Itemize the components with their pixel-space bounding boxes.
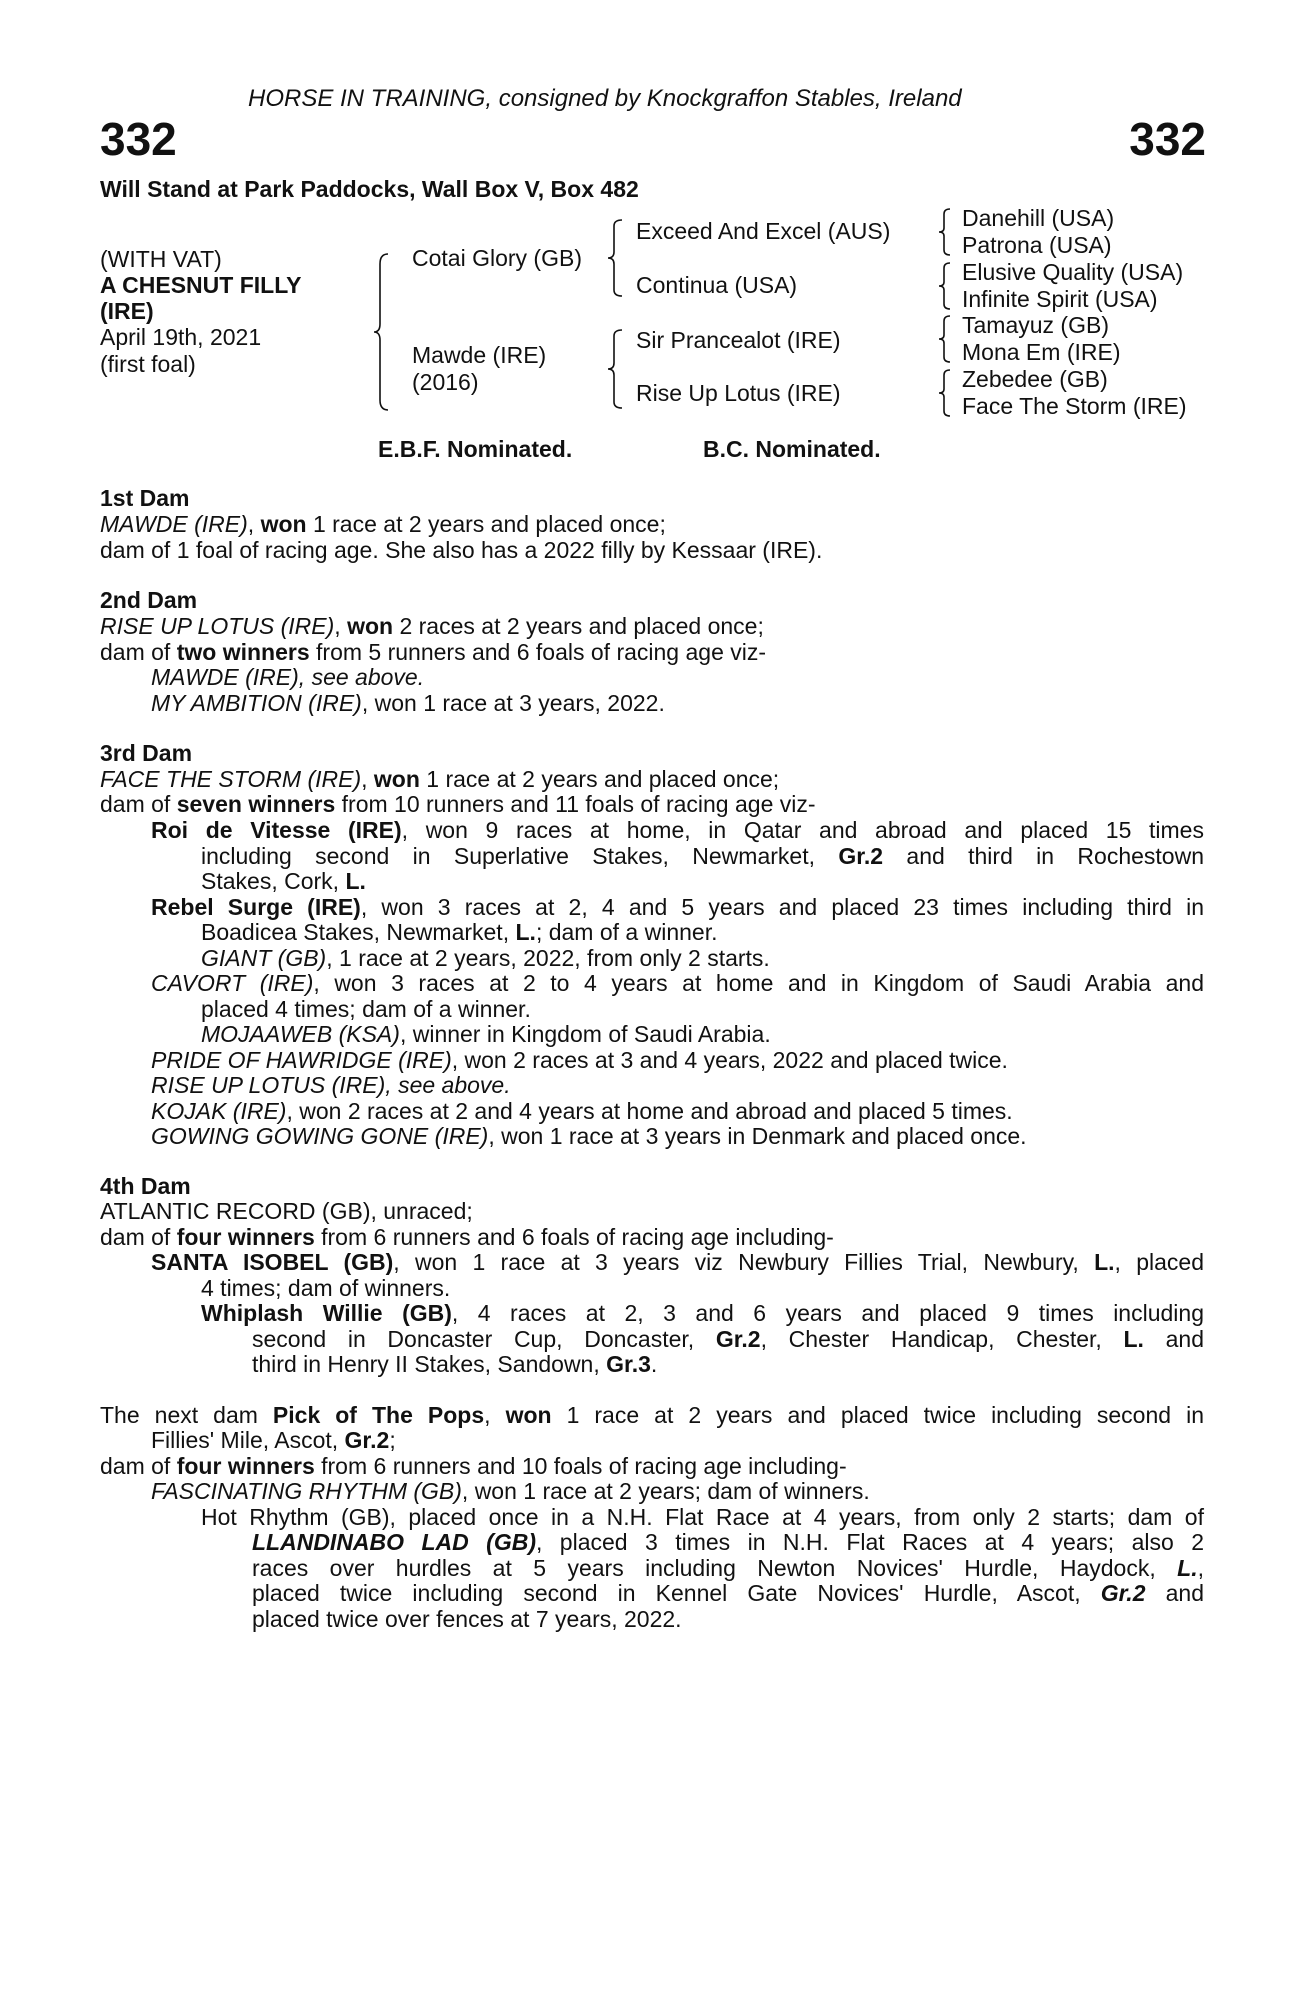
third-dam-line-2: dam of seven winners from 10 runners and 11 foals of racing age viz- [100, 791, 816, 817]
pedigree-brace-dam [606, 328, 626, 410]
great-granddam-2: Patrona (USA) [962, 232, 1112, 258]
sire: Cotai Glory (GB) [412, 245, 582, 271]
dam-sire: Sir Prancealot (IRE) [636, 327, 841, 353]
gowing-gowing-gone-line: GOWING GOWING GONE (IRE), won 1 race at 3 years in Denmark and placed once. [151, 1123, 1027, 1149]
pride-of-hawridge-line: PRIDE OF HAWRIDGE (IRE), won 2 races at 3 and 4 years, 2022 and placed twice. [151, 1047, 1008, 1073]
sire-dam: Continua (USA) [636, 272, 798, 298]
roi-de-vitesse-line-1: Roi de Vitesse (IRE), won 9 races at home, in Qatar and abroad and placed 15 times [151, 817, 1204, 843]
kojak-line: KOJAK (IRE), won 2 races at 2 and 4 years at home and abroad and placed 5 times. [151, 1098, 1013, 1124]
great-granddam-8: Face The Storm (IRE) [962, 393, 1187, 419]
great-granddam-4: Infinite Spirit (USA) [962, 286, 1158, 312]
second-dam-produce-1: MAWDE (IRE), see above. [151, 664, 425, 690]
santa-isobel-line-2: 4 times; dam of winners. [201, 1275, 451, 1301]
pedigree-brace-g2 [938, 261, 954, 311]
whiplash-willie-line-1: Whiplash Willie (GB), 4 races at 2, 3 and 6 years and placed 9 times including [201, 1300, 1204, 1326]
stable-location: Will Stand at Park Paddocks, Wall Box V, Box 482 [100, 176, 639, 202]
hot-rhythm-line-4: placed twice including second in Kennel Gate Novices' Hurdle, Ascot, Gr.2 and [252, 1580, 1204, 1606]
third-dam-line-1: FACE THE STORM (IRE), won 1 race at 2 years and placed once; [100, 766, 780, 792]
roi-de-vitesse-line-3: Stakes, Cork, L. [201, 868, 366, 894]
next-dam-line-2: Fillies' Mile, Ascot, Gr.2; [151, 1427, 396, 1453]
pedigree-brace-main [372, 252, 392, 412]
whiplash-willie-line-3: third in Henry II Stakes, Sandown, Gr.3. [252, 1351, 658, 1377]
horse-name-origin: (IRE) [100, 298, 154, 324]
fourth-dam-title: 4th Dam [100, 1173, 191, 1199]
fourth-dam-line-1: ATLANTIC RECORD (GB), unraced; [100, 1198, 473, 1224]
rise-up-lotus-line: RISE UP LOTUS (IRE), see above. [151, 1072, 511, 1098]
pedigree-brace-g1 [938, 207, 954, 257]
santa-isobel-line-1: SANTA ISOBEL (GB), won 1 race at 3 years viz Newbury Fillies Trial, Newbury, L., placed [151, 1249, 1205, 1275]
second-dam-produce-2: MY AMBITION (IRE), won 1 race at 3 years, 2022. [151, 690, 665, 716]
first-dam-title: 1st Dam [100, 485, 190, 511]
roi-de-vitesse-line-2: including second in Superlative Stakes, Newmarket, Gr.2 and third in Rochestown [201, 843, 1204, 869]
great-granddam-6: Mona Em (IRE) [962, 339, 1121, 365]
horse-name: A CHESNUT FILLY [100, 272, 302, 298]
dam: Mawde (IRE) [412, 342, 547, 368]
great-grandsire-7: Zebedee (GB) [962, 366, 1108, 392]
mojaaweb-line: MOJAAWEB (KSA), winner in Kingdom of Saudi Arabia. [201, 1021, 771, 1047]
first-dam-line-1: MAWDE (IRE), won 1 race at 2 years and placed once; [100, 511, 666, 537]
hot-rhythm-line-5: placed twice over fences at 7 years, 2022. [252, 1606, 682, 1632]
great-grandsire-1: Danehill (USA) [962, 205, 1115, 231]
date-of-birth: April 19th, 2021 [100, 324, 262, 350]
lot-number-right: 332 [1129, 113, 1206, 165]
dam-dam: Rise Up Lotus (IRE) [636, 380, 841, 406]
pedigree-brace-g4 [938, 368, 954, 418]
third-dam-title: 3rd Dam [100, 740, 193, 766]
rebel-surge-line-1: Rebel Surge (IRE), won 3 races at 2, 4 and 5 years and placed 23 times including third in [151, 894, 1204, 920]
cavort-line-2: placed 4 times; dam of a winner. [201, 996, 531, 1022]
pedigree-brace-g3 [938, 314, 954, 364]
whiplash-willie-line-2: second in Doncaster Cup, Doncaster, Gr.2, Chester Handicap, Chester, L. and [252, 1326, 1205, 1352]
great-grandsire-3: Elusive Quality (USA) [962, 259, 1184, 285]
great-grandsire-5: Tamayuz (GB) [962, 312, 1109, 338]
hot-rhythm-line-3: races over hurdles at 5 years including Newton Novices' Hurdle, Haydock, L., [252, 1555, 1204, 1581]
vat-note: (WITH VAT) [100, 246, 222, 272]
second-dam-line-2: dam of two winners from 5 runners and 6 foals of racing age viz- [100, 639, 767, 665]
fascinating-rhythm-line: FASCINATING RHYTHM (GB), won 1 race at 2 years; dam of winners. [151, 1478, 870, 1504]
sire-sire: Exceed And Excel (AUS) [636, 218, 891, 244]
hot-rhythm-line-2: LLANDINABO LAD (GB), placed 3 times in N.H. Flat Races at 4 years; also 2 [252, 1529, 1205, 1555]
bc-nominated: B.C. Nominated. [703, 436, 881, 462]
second-dam-line-1: RISE UP LOTUS (IRE), won 2 races at 2 years and placed once; [100, 613, 764, 639]
rebel-surge-line-2: Boadicea Stakes, Newmarket, L.; dam of a winner. [201, 919, 718, 945]
ebf-nominated: E.B.F. Nominated. [378, 436, 573, 462]
giant-line: GIANT (GB), 1 race at 2 years, 2022, from only 2 starts. [201, 945, 770, 971]
hot-rhythm-line-1: Hot Rhythm (GB), placed once in a N.H. Flat Race at 4 years, from only 2 starts; dam of [201, 1504, 1204, 1530]
dam-year: (2016) [412, 369, 479, 395]
sale-subtitle: HORSE IN TRAINING, consigned by Knockgraffon Stables, Ireland [248, 85, 962, 112]
next-dam-line-3: dam of four winners from 6 runners and 10 foals of racing age including- [100, 1453, 847, 1479]
foal-note: (first foal) [100, 351, 196, 377]
cavort-line-1: CAVORT (IRE), won 3 races at 2 to 4 years at home and in Kingdom of Saudi Arabia and [151, 970, 1204, 996]
second-dam-title: 2nd Dam [100, 587, 198, 613]
fourth-dam-line-2: dam of four winners from 6 runners and 6 foals of racing age including- [100, 1224, 834, 1250]
pedigree-brace-sire [606, 218, 626, 298]
next-dam-line-1: The next dam Pick of The Pops, won 1 race at 2 years and placed twice including second in [100, 1402, 1204, 1428]
first-dam-line-2: dam of 1 foal of racing age. She also has a 2022 filly by Kessaar (IRE). [100, 537, 823, 563]
lot-number-left: 332 [100, 113, 177, 165]
